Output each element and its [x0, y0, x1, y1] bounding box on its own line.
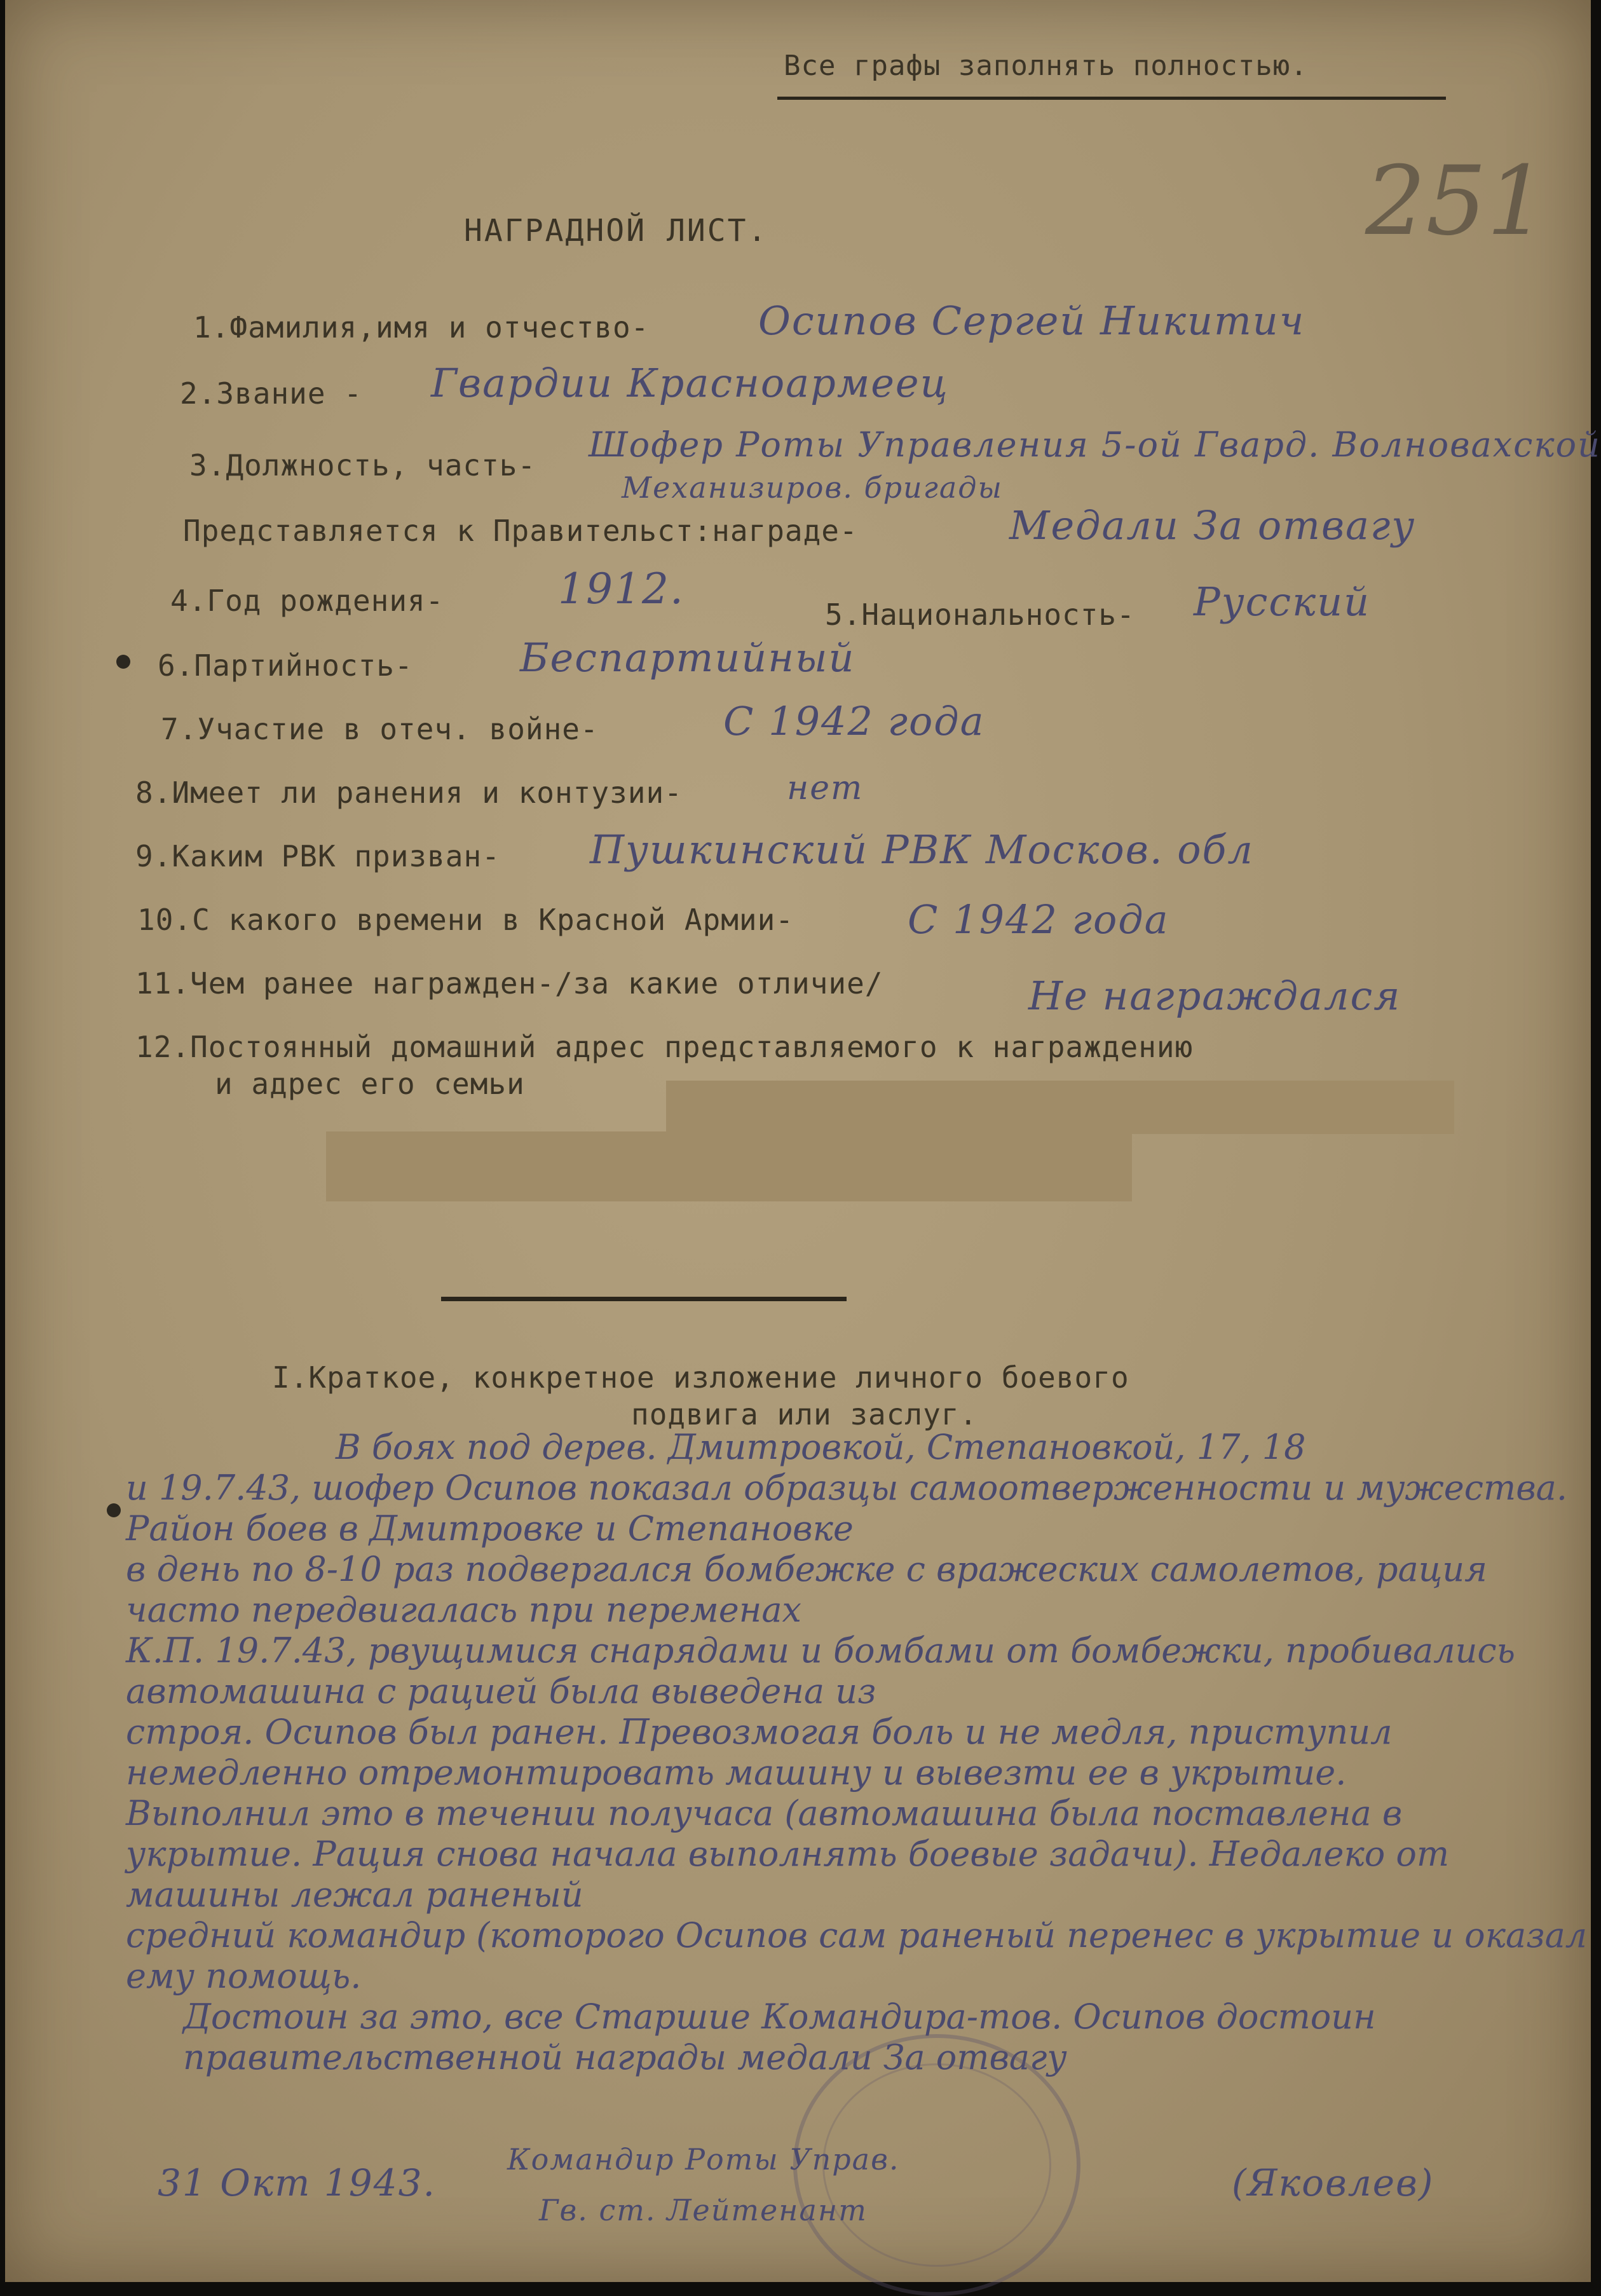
- field-3-value-line1: Шофер Роты Управления 5-ой Гвард. Волновахской: [589, 425, 1601, 465]
- field-3-label: 3.Должность, часть-: [189, 448, 536, 482]
- field-11-value: Не награждался: [1028, 973, 1401, 1019]
- field-2-label: 2.Звание -: [180, 376, 362, 411]
- story-line: В боях под дерев. Дмитровкой, Степановкой, 17, 18: [336, 1427, 1306, 1467]
- field-1-value: Осипов Сергей Никитич: [758, 297, 1305, 344]
- story-line: К.П. 19.7.43, рвущимися снарядами и бомбами от бомбежки, пробивались автомашина с рацией была выведена из: [126, 1630, 1515, 1711]
- field-7-label: 7.Участие в отеч. войне-: [161, 712, 599, 746]
- award-sheet: [5, 0, 1601, 2282]
- story-line: в день по 8-10 раз подвергался бомбежке с вражеских самолетов, рация часто передвигалась при переменах: [126, 1549, 1487, 1630]
- story-line: средний командир (которого Осипов сам раненый перенес в укрытие и оказал ему помощь.: [126, 1915, 1588, 1996]
- section-divider: [441, 1297, 847, 1301]
- feat-description: [126, 1427, 1588, 2078]
- field-8-value: нет: [787, 769, 864, 807]
- field-9-value: Пушкинский РВК Москов. обл: [590, 826, 1254, 873]
- punch-hole-bottom: [107, 1503, 121, 1517]
- field-6-value: Беспартийный: [520, 634, 855, 681]
- field-5-value: Русский: [1194, 578, 1371, 625]
- field-12-label-line2: и адрес его семьи: [215, 1067, 525, 1101]
- field-3-value-line2: Механизиров. бригады: [622, 470, 1003, 505]
- section-heading-line1: I.Краткое, конкретное изложение личного боевого: [272, 1360, 1129, 1395]
- signer-name: (Яковлев): [1232, 2161, 1434, 2204]
- field-1-label: 1.Фамилия,имя и отчество-: [193, 310, 650, 345]
- story-line: Выполнил это в течении получаса (автомашина была поставлена в укрытие. Рация снова начала выполнять боевые задачи). Недалеко от машины лежал раненый: [126, 1793, 1450, 1915]
- field-5-label: 5.Национальность-: [825, 598, 1135, 632]
- story-line: и 19.7.43, шофер Осипов показал образцы самоотверженности и мужества. Район боев в Дмитровке и Степановке: [126, 1468, 1567, 1548]
- field-11-label: 11.Чем ранее награжден-/за какие отличие/: [135, 966, 883, 1001]
- punch-hole-top: [116, 655, 130, 669]
- field-12-label-line1: 12.Постоянный домашний адрес представляемого к награждению: [135, 1030, 1194, 1064]
- document-title: НАГРАДНОЙ ЛИСТ.: [464, 213, 768, 249]
- field-4-label: 4.Год рождения-: [170, 584, 444, 618]
- award-type-label: Представляется к Правительст:награде-: [183, 514, 858, 548]
- header-underline: [777, 97, 1446, 100]
- field-10-label: 10.С какого времени в Красной Армии-: [137, 903, 794, 937]
- field-8-label: 8.Имеет ли ранения и контузии-: [135, 776, 683, 810]
- field-7-value: С 1942 года: [723, 698, 985, 744]
- signer-title-line1: Командир Роты Управ.: [507, 2142, 900, 2176]
- section-heading-line2: подвига или заслуг.: [631, 1397, 978, 1432]
- award-type-value: Медали За отвагу: [1009, 502, 1416, 549]
- story-line: строя. Осипов был ранен. Превозмогая боль и не медля, приступил немедленно отремонтировать машину и вывезти ее в укрытие.: [126, 1712, 1393, 1793]
- signer-title-line2: Гв. ст. Лейтенант: [539, 2193, 868, 2227]
- field-9-label: 9.Каким РВК призван-: [135, 839, 500, 873]
- redacted-address-line2: [326, 1131, 1132, 1201]
- signature-date: 31 Окт 1943.: [158, 2161, 436, 2204]
- header-note: Все графы заполнять полностью.: [784, 50, 1308, 82]
- field-2-value: Гвардии Красноармеец: [431, 360, 949, 406]
- field-4-value: 1912.: [558, 564, 685, 613]
- field-6-label: 6.Партийность-: [158, 648, 413, 683]
- field-10-value: С 1942 года: [908, 896, 1169, 943]
- story-line: Достоин за это, все Старшие Командира-тов. Осипов достоин правительственной награды медали За отвагу: [183, 1997, 1376, 2077]
- redacted-address-line1: [666, 1081, 1454, 1134]
- archive-number: 251: [1365, 146, 1548, 257]
